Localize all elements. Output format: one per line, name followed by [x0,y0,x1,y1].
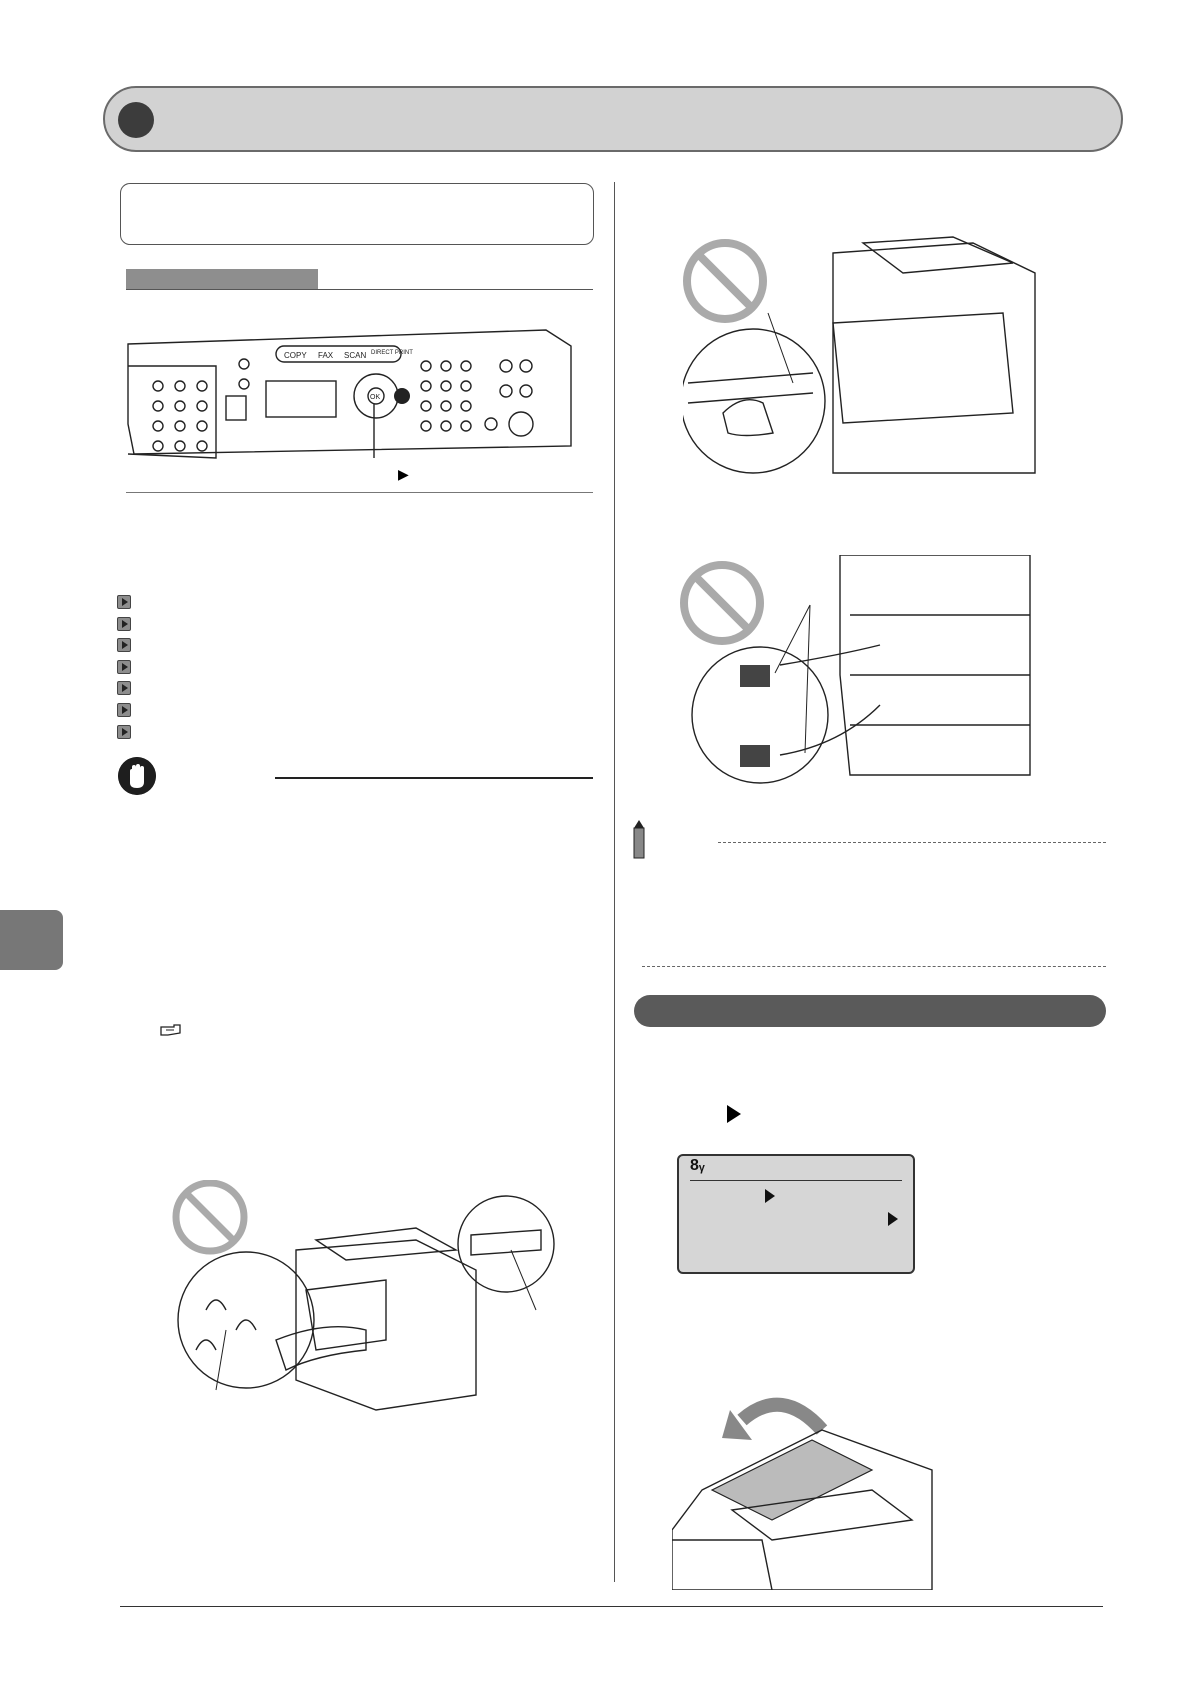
cleaning-caution-illustration-2 [683,233,1043,475]
list-bullet [117,660,131,674]
list-bullet [117,617,131,631]
cleaning-caution-illustration-1 [166,1180,556,1422]
column-divider [614,182,615,1582]
mode-direct-print-label: DIRECT PRINT [371,350,413,356]
mode-scan-label: SCAN [344,351,367,360]
lcd-submenu-arrow-icon [888,1212,898,1226]
list-bullet [117,681,131,695]
footer-rule [120,1606,1103,1607]
important-rule [275,777,593,779]
chapter-side-tab [0,910,63,970]
list-bullet [117,638,131,652]
control-panel-illustration [126,326,576,462]
important-hand-icon [118,757,156,795]
pointing-hand-icon [160,1023,182,1037]
right-arrow-icon [727,1105,741,1123]
lcd-screen [677,1154,915,1274]
lcd-title-rule [690,1180,902,1181]
note-pencil-icon [632,820,646,860]
section-label-strip [126,269,318,289]
mode-copy-label: COPY [284,351,307,360]
chapter-dot [118,102,154,138]
note-bottom-rule [642,966,1106,967]
list-bullet [117,725,131,739]
list-bullet [117,595,131,609]
section-rule [126,289,593,290]
right-arrow-key-callout: ▶ [398,466,409,482]
list-bullet [117,703,131,717]
topic-box [120,183,594,245]
ok-label: OK [370,394,381,401]
section-heading-bar [634,995,1106,1027]
panel-bottom-rule [126,492,593,493]
feeder-open-illustration [672,1390,952,1590]
chapter-header-banner [103,86,1123,152]
cleaning-caution-illustration-3 [680,555,1040,785]
note-top-rule [718,842,1106,843]
lcd-selection-arrow-icon [765,1189,775,1203]
mode-fax-label: FAX [318,351,334,360]
lcd-menu-icon: 8ᵧ [690,1157,705,1174]
